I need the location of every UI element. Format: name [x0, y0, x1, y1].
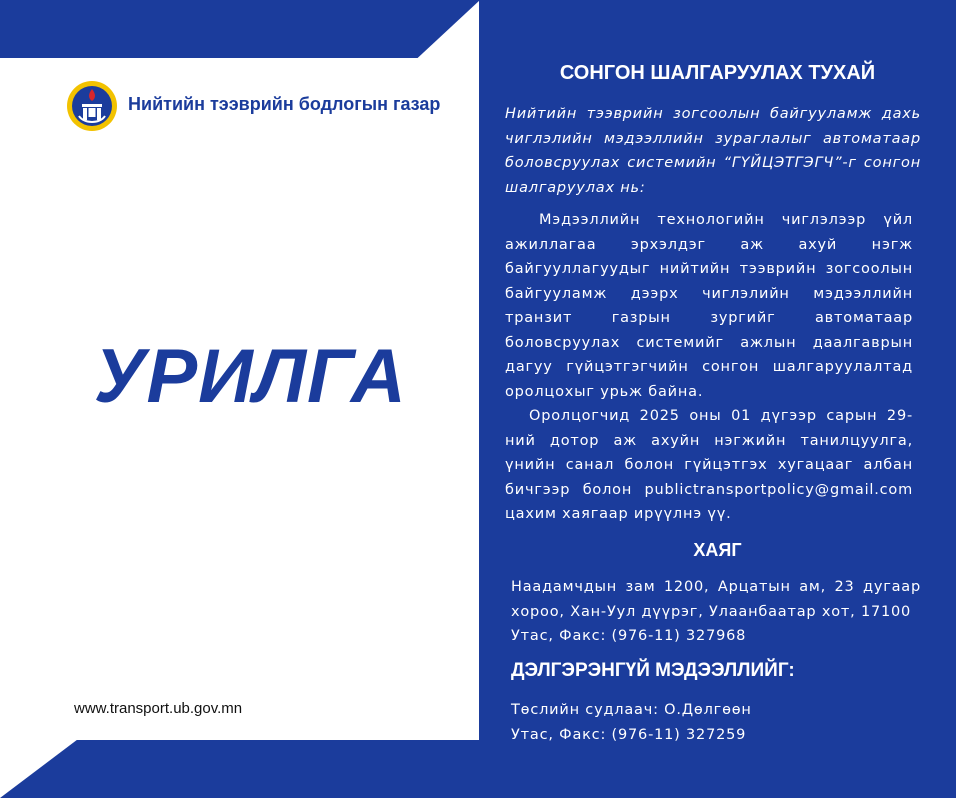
address-phone: Утас, Факс: (976-11) 327968	[511, 628, 747, 644]
contact-block	[511, 698, 921, 747]
organization-logo-icon	[66, 80, 118, 132]
announcement-body-paragraph-1: Мэдээллийн технологийн чиглэлээр үйл ажиллагаа эрхэлдэг аж ахуй нэгж байгууллагуудыг нийтийн тээврийн зогсоолын байгууламж дээрх чиглэлийн мэдээллийн транзит газрын зургийг автоматаар боловсруулах системийг ажлын даалгаврын дагуу гүйцэтгэгчийн сонгон шалгаруулалтад оролцохыг урьж байна.	[505, 212, 913, 400]
announcement-intro: Нийтийн тээврийн зогсоолын байгууламж дахь чиглэлийн мэдээллийн зураглалыг автоматаар боловсруулах системийн “ГҮЙЦЭТГЭГЧ”-г сонгон шалгаруулах нь:	[505, 106, 921, 196]
announcement-panel	[479, 0, 956, 798]
top-decorative-band	[0, 0, 480, 58]
contact-researcher: Төслийн судлаач: О.Дөлгөөн	[511, 702, 752, 718]
website-link[interactable]: www.transport.ub.gov.mn	[74, 700, 243, 717]
address-text: Наадамчдын зам 1200, Арцатын ам, 23 дугаар хороо, Хан-Уул дүүрэг, Улаанбаатар хот, 17100	[511, 579, 921, 620]
announcement-heading: СОНГОН ШАЛГАРУУЛАХ ТУХАЙ	[559, 62, 876, 84]
details-heading: ДЭЛГЭРЭНГҮЙ МЭДЭЭЛЛИЙГ:	[511, 660, 795, 681]
invitation-title: УРИЛГА	[94, 334, 407, 419]
bottom-decorative-band	[0, 740, 480, 798]
announcement-body-paragraph-2: Оролцогчид 2025 оны 01 дүгээр сарын 29-ний дотор аж ахуйн нэгжийн танилцуулга, үнийн санал болон гүйцэтгэх хугацааг албан бичгээр болон publictransportpolicy@gmail.com цахим хаягаар ирүүлнэ үү.	[505, 408, 913, 522]
contact-phone: Утас, Факс: (976-11) 327259	[511, 726, 747, 743]
address-heading: ХАЯГ	[693, 540, 742, 560]
organization-name: Нийтийн тээврийн бодлогын газар	[128, 94, 441, 114]
address-block	[511, 575, 921, 649]
